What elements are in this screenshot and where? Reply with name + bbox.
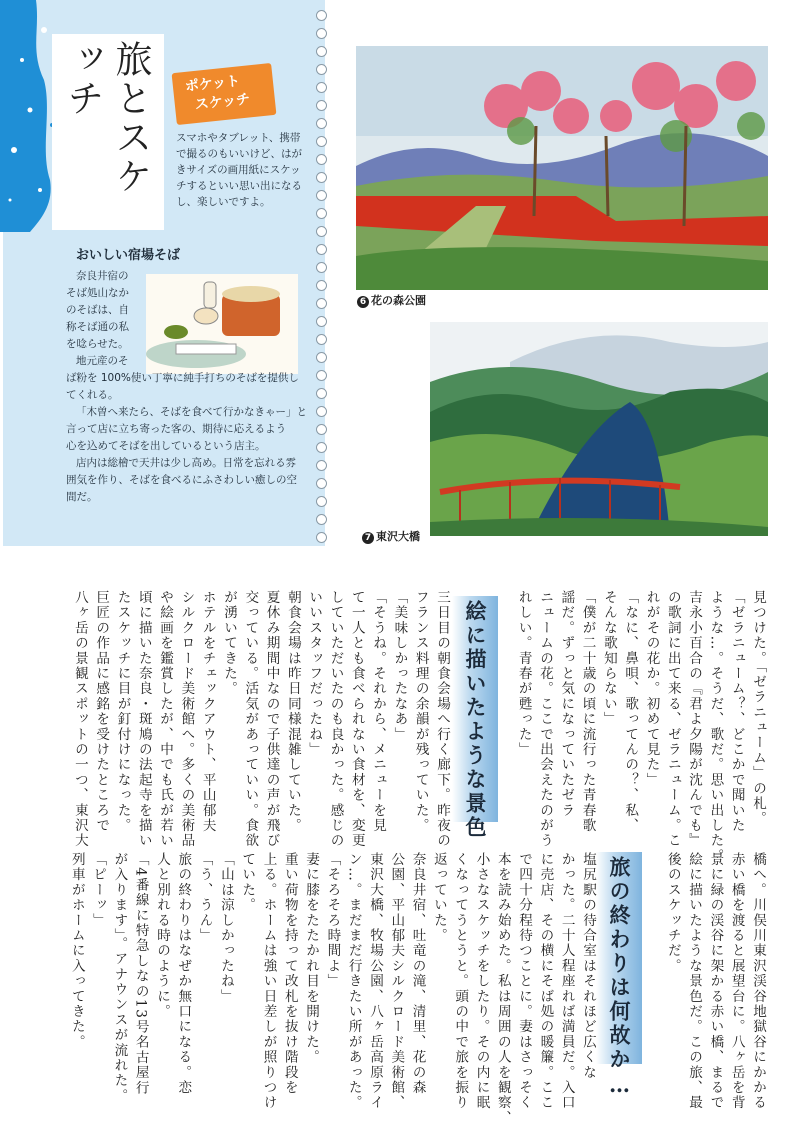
spiral-ring (316, 316, 327, 327)
soba-illustration (146, 274, 298, 374)
spiral-ring (316, 406, 327, 417)
text-column: 「ゼラニューム？、どこかで聞いた (728, 590, 745, 834)
text-column: に売店、その横にそば処の暖簾。ここ (537, 852, 554, 1111)
text-column: 「美味しかったなあ」 (391, 590, 408, 742)
spiral-ring (316, 262, 327, 273)
text-column: で四十分程待つことに。妻はさっそく (516, 852, 533, 1111)
text-column: 列車がホームに入ってきた。 (68, 852, 85, 1050)
soba-line: 地元産のそ (76, 355, 129, 367)
text-column: ン…。まだまだ行きたい所があった。 (345, 852, 362, 1111)
text-column: れしい。青春が甦った」 (515, 590, 532, 758)
text-column: 小さなスケッチをしたり。その内に眠 (473, 852, 490, 1111)
soba-line: のそばは、自 (66, 304, 129, 316)
spiral-ring (316, 280, 327, 291)
soba-line: ば粉を 100%使い丁寧に純手打ちのそばを提供し (66, 372, 299, 384)
spiral-ring (316, 442, 327, 453)
intro-text: スマホやタブレット、携帯で撮るのもいいけど、はがきサイズの画用紙にスケッチするといい思い出になるし、楽しいですよ。 (176, 132, 302, 208)
spiral-ring (316, 478, 327, 489)
text-column: の歌詞に出て来る、ゼラニューム。こ (664, 590, 681, 849)
text-column: 謡だ。ずっと気になっていたゼラ (558, 590, 575, 818)
spiral-ring (316, 208, 327, 219)
text-column: 吉永小百合の『君よ夕陽が沈んでも』 (686, 590, 703, 849)
text-column: が入ります」。アナウンスが流れた。 (111, 852, 128, 1104)
text-column: 「4番線に特急しなの13号名古屋行 (132, 852, 149, 1096)
caption-flower-park (357, 292, 426, 308)
spiral-ring (316, 46, 327, 57)
pocket-label-1: ポケット (184, 73, 241, 95)
soba-line: 心を込めてそばを出しているという店主。 (66, 440, 266, 452)
spiral-ring (316, 298, 327, 309)
text-column: 本を読み始めた。私は周囲の人を観察、 (494, 852, 511, 1126)
spiral-ring (316, 64, 327, 75)
caption-number: 6 (357, 296, 369, 308)
higashizawa-bridge-painting (430, 322, 768, 536)
soba-line: 言って店に立ち寄った客の、期待に応えるよう (66, 423, 287, 435)
text-column: 交っている。活気があっていい。食欲 (242, 590, 259, 849)
spiral-ring (316, 28, 327, 39)
text-column: て一人とも食べられない食材を、変更 (348, 590, 365, 849)
text-column: フランス料理の余韻が残っていた。 (412, 590, 429, 834)
text-column: 「そうね。それから、メニューを見 (370, 590, 387, 834)
text-column: 「そろそろ時間よ」 (324, 852, 341, 989)
text-column: 返っていた。 (430, 852, 447, 944)
soba-line: 間だ。 (66, 491, 98, 503)
pocket-label-2: スケッチ (194, 91, 251, 114)
text-column: していただいたのも良かった。感じの (327, 590, 344, 849)
spiral-ring (316, 118, 327, 129)
text-column: ニュームの花。ここで出会えたのがう (537, 590, 553, 849)
text-column: そんな歌知らない」 (600, 590, 617, 727)
text-column: 「なに、鼻唄、歌ってんの？、私、 (622, 590, 639, 834)
text-column: 夏休み期間中なので子供達の声が飛び (263, 590, 280, 849)
soba-line: を唸らせた。 (66, 338, 129, 350)
spiral-ring (316, 532, 327, 543)
spiral-ring (316, 136, 327, 147)
spiral-ring (316, 172, 327, 183)
spiral-ring (316, 514, 327, 525)
text-column: 東沢大橋、牧場公園、八ヶ岳高原ライ (367, 852, 383, 1111)
spiral-ring (316, 496, 327, 507)
text-column: くなってうとうと。頭の中で旅を振り (452, 852, 469, 1111)
spiral-ring (316, 334, 327, 345)
soba-line: 店内は総檜で天井は少し高め。日常を忘れる雰 (76, 457, 297, 469)
text-column: 奈良井宿、吐竜の滝、清里、花の森 (409, 852, 426, 1096)
text-column: 重い荷物を持って改札を抜け階段を (281, 852, 298, 1096)
caption-number: 7 (362, 532, 374, 544)
spiral-ring (316, 244, 327, 255)
caption-higashizawa-bridge (362, 528, 420, 544)
text-column: たスケッチに目が釘付けになった。 (114, 590, 131, 834)
text-column: ていた。 (239, 852, 256, 913)
caption-text: 東沢大橋 (376, 530, 420, 543)
soba-line: 「木曽へ来たら、そばを食べて行かなきゃー」と (76, 406, 307, 418)
text-column: 公園、平山郁夫シルクロード美術館、 (388, 852, 405, 1111)
spiral-ring (316, 100, 327, 111)
text-column: 「僕が二十歳の頃に流行った青春歌 (579, 590, 596, 834)
text-column: かった。二十人程座れば満員だ。入口 (558, 852, 575, 1111)
feature-title: 旅とスケッチ (61, 40, 152, 196)
text-column: 頃に描いた奈良・斑鳩の法起寺を描い (135, 590, 152, 849)
soba-line: てくれる。 (66, 389, 119, 401)
text-column: 後のスケッチだ。 (664, 852, 681, 974)
pocket-sketch-badge (172, 63, 277, 125)
text-column: 朝食会場は昨日同様混雑していた。 (284, 590, 301, 834)
text-column: 妻に膝をたたかれ目を開けた。 (303, 852, 320, 1065)
text-column: 上る。ホームは強い日差しが照りつけ (260, 852, 277, 1111)
text-column: いいスタッフだったね」 (306, 590, 323, 758)
spiral-binding (310, 0, 330, 546)
text-column: 「う、うん」 (196, 852, 213, 944)
text-column: や絵画を鑑賞したが、中でも氏が若い (157, 590, 174, 849)
text-column: 八ヶ岳の景観スポットの一つ、東沢大 (71, 590, 88, 849)
soba-line: そば処山なか (66, 287, 129, 299)
text-column: 景に緑の渓谷に架かる赤い橋、まるで (707, 852, 724, 1111)
text-column: ホテルをチェックアウト、平山郁夫 (199, 590, 216, 834)
text-column: 旅の終わりはなぜか無口になる。恋 (175, 852, 192, 1096)
text-column: 見つけた。「ゼラニューム」の札。 (750, 590, 766, 827)
text-column: 「山は涼しかったね」 (217, 852, 234, 1004)
spiral-ring (316, 82, 327, 93)
spiral-ring (316, 154, 327, 165)
text-column: 塩尻駅の待合室はそれほど広くな (580, 852, 596, 1080)
spiral-ring (316, 10, 327, 21)
soba-line: 奈良井宿の (76, 270, 129, 282)
text-column: 三日目の朝食会場へ行く廊下。昨夜の (434, 590, 450, 849)
spiral-ring (316, 460, 327, 471)
text-column: 「ピーッ」 (90, 852, 107, 928)
text-column: 赤い橋を渡ると展望台に。八ヶ岳を背 (728, 852, 745, 1111)
text-column: れがその花か。初めて見た」 (643, 590, 660, 788)
soba-line: 囲気を作り、そばを食べるにふさわしい癒しの空 (66, 474, 297, 486)
spiral-ring (316, 352, 327, 363)
text-column: 人と別れる時のように。 (154, 852, 170, 1020)
spiral-ring (316, 388, 327, 399)
heading-scenery: 絵に描いたような景色 (463, 600, 488, 840)
flower-park-painting (356, 46, 768, 290)
soba-line: 称そば通の私 (66, 321, 129, 333)
spiral-ring (316, 370, 327, 381)
heading-trip-end: 旅の終わりは何故か… (607, 856, 632, 1100)
spiral-ring (316, 190, 327, 201)
text-column: 絵に描いたような景色だ。この旅、最 (686, 852, 703, 1111)
soba-heading: おいしい宿場そば (76, 248, 181, 263)
spiral-ring (316, 226, 327, 237)
text-column: シルクロード美術館へ。多くの美術品 (178, 590, 195, 849)
text-column: 巨匠の作品に感銘を受けたところで (93, 590, 110, 834)
caption-text: 花の森公園 (371, 294, 426, 307)
text-column: 橋へ。川俣川東沢渓谷地獄谷にかかる (750, 852, 766, 1111)
text-column: が湧いてきた。 (221, 590, 237, 697)
spiral-ring (316, 424, 327, 435)
text-column: ような…。そうだ、歌だ。思い出した。 (707, 590, 724, 864)
